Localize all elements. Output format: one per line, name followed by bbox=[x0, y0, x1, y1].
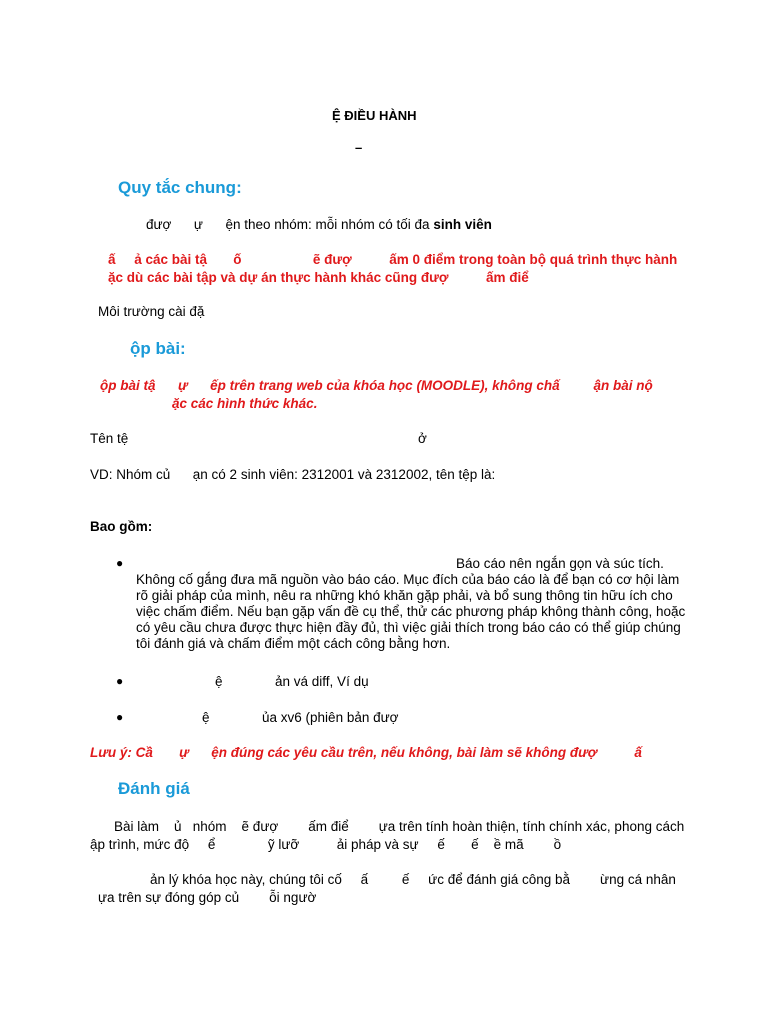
group-line bbox=[146, 217, 492, 232]
bullet-marker-1: ● bbox=[116, 556, 124, 570]
environment-line: Môi trường cài đặ bbox=[98, 304, 205, 319]
bullet-marker-2: ● bbox=[116, 674, 124, 688]
includes-label: Bao gồm: bbox=[90, 519, 153, 534]
filename-suffix: ở bbox=[418, 431, 427, 446]
example-line: VD: Nhóm củ ạn có 2 sinh viên: 2312001 và 2312002, tên tệp là: bbox=[90, 467, 496, 482]
submit-warning-line-1: ộp bài tậ ự ếp trên trang web của khóa học (MOODLE), không chấ ận bài nộ bbox=[100, 378, 653, 393]
bullet3-text: ệ ủa xv6 (phiên bản đượ bbox=[202, 710, 399, 725]
bullet2-text: ệ ản vá diff, Ví dụ bbox=[215, 674, 369, 689]
note-line: Lưu ý: Cầ ự ện đúng các yêu cầu trên, nếu không, bài làm sẽ không đượ ấ bbox=[90, 745, 642, 760]
bullet1-tail: Báo cáo nên ngắn gọn và súc tích. bbox=[456, 556, 664, 571]
bullet1-body: Không cố gắng đưa mã nguồn vào báo cáo. Mục đích của báo cáo là để bạn có cơ hội làm rõ giải pháp của mình, nêu ra những khó khăn gặp phải, và bổ sung thông tin hữu ích cho việc chấm điểm. Nếu bạn gặp vấn đề cụ thể, thử các phương pháp không thành công, hoặc có yêu cầu chưa được thực hiện đầy đủ, thì việc giải thích trong báo cáo có thể giúp chúng tôi đánh giá và chấm điểm một cách công bằng hơn. bbox=[136, 572, 686, 651]
eval-para2-line1: ản lý khóa học này, chúng tôi cố ấ ế ức để đánh giá công bằ ừng cá nhân bbox=[150, 872, 676, 887]
heading-submit: ộp bài: bbox=[130, 339, 186, 358]
group-line-emphasis: sinh viên bbox=[433, 217, 492, 232]
bullet-marker-3: ● bbox=[116, 710, 124, 724]
warning-line-1: ấ ả các bài tậ ố ẽ đượ ấm 0 điểm trong toàn bộ quá trình thực hành bbox=[108, 252, 678, 267]
eval-para1-line1: Bài làm ủ nhóm ẽ đượ ấm điể ựa trên tính hoàn thiện, tính chính xác, phong cách bbox=[114, 819, 685, 834]
eval-para1-line2: ập trình, mức độ ể ỹ lưỡ ải pháp và sự ế ế ề mã ồ bbox=[90, 837, 562, 852]
filename-label: Tên tệ bbox=[90, 431, 129, 446]
submit-warning-line-2: ặc các hình thức khác. bbox=[172, 396, 318, 411]
group-line-text: đượ ự ện theo nhóm: mỗi nhóm có tối đa bbox=[146, 217, 430, 232]
warning-line-2: ặc dù các bài tập và dự án thực hành khác cũng đượ ấm điể bbox=[108, 270, 529, 285]
eval-para2-line2: ựa trên sự đóng góp củ ỗi ngườ bbox=[98, 890, 317, 905]
heading-eval: Đánh giá bbox=[118, 779, 190, 798]
document-title: Ệ ĐIỀU HÀNH bbox=[332, 108, 417, 123]
heading-rules: Quy tắc chung: bbox=[118, 178, 242, 197]
title-dash: – bbox=[355, 140, 363, 155]
